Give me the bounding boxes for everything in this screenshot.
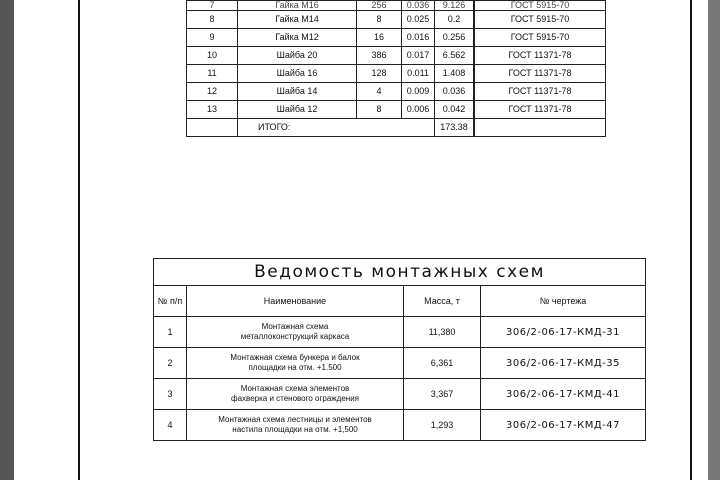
total-value: 173.38 (435, 119, 474, 137)
row-number: 12 (187, 83, 238, 101)
item-qty: 128 (357, 65, 402, 83)
table-row (187, 11, 606, 29)
item-total-mass: 9.126 (435, 1, 474, 11)
drawing-number: 306/2-06-17-КМД-41 (481, 379, 646, 410)
row-number: 10 (187, 47, 238, 65)
drawing-name (187, 348, 404, 379)
item-unit-mass: 0.016 (402, 29, 435, 47)
item-standard: ГОСТ 11371-78 (475, 47, 606, 65)
name-line: Монтажная схема элементов (240, 384, 350, 393)
col-header-name: Наименование (187, 286, 404, 317)
drawing-number: 306/2-06-17-КМД-31 (481, 317, 646, 348)
row-number: 8 (187, 11, 238, 29)
row-number: 7 (187, 1, 238, 11)
specification-table (186, 0, 606, 137)
name-line: фахверка и стенового ограждения (231, 394, 359, 403)
row-number: 13 (187, 101, 238, 119)
item-total-mass: 1.408 (435, 65, 474, 83)
item-qty: 16 (357, 29, 402, 47)
total-row (187, 119, 606, 137)
item-unit-mass: 0.017 (402, 47, 435, 65)
name-line: Монтажная схема (261, 322, 329, 331)
col-header-drawing: № чертежа (481, 286, 646, 317)
total-label: ИТОГО: (238, 119, 435, 137)
item-unit-mass: 0.009 (402, 83, 435, 101)
item-total-mass: 0.042 (435, 101, 474, 119)
item-unit-mass: 0.025 (402, 11, 435, 29)
drawing-name (187, 410, 404, 441)
table-row (187, 1, 606, 11)
item-standard: ГОСТ 5915-70 (475, 29, 606, 47)
item-name: Гайка М14 (238, 11, 357, 29)
drawing-number: 306/2-06-17-КМД-47 (481, 410, 646, 441)
item-standard: ГОСТ 11371-78 (475, 83, 606, 101)
table-row (154, 410, 646, 441)
statement-title: Ведомость монтажных схем (154, 259, 646, 286)
drawing-name (187, 379, 404, 410)
name-line: Монтажная схема лестницы и элементов (218, 415, 372, 424)
item-standard: ГОСТ 5915-70 (475, 11, 606, 29)
col-header-no: № п/п (154, 286, 187, 317)
row-number: 2 (154, 348, 187, 379)
item-total-mass: 6.562 (435, 47, 474, 65)
item-name: Гайка М16 (238, 1, 357, 11)
item-name: Шайба 16 (238, 65, 357, 83)
right-edge-shadow (708, 0, 720, 480)
drawing-number: 306/2-06-17-КМД-35 (481, 348, 646, 379)
table-row (187, 83, 606, 101)
item-qty: 8 (357, 101, 402, 119)
drawing-name (187, 317, 404, 348)
mass-value: 11,380 (404, 317, 481, 348)
item-qty: 256 (357, 1, 402, 11)
table-row (187, 47, 606, 65)
item-unit-mass: 0.011 (402, 65, 435, 83)
name-line: настила площадки на отм. +1,500 (232, 425, 358, 434)
item-unit-mass: 0.006 (402, 101, 435, 119)
left-edge-shadow (0, 0, 14, 480)
table-row (154, 379, 646, 410)
name-line: площадки на отм. +1.500 (248, 363, 342, 372)
table-row (154, 317, 646, 348)
item-total-mass: 0.036 (435, 83, 474, 101)
mass-value: 1,293 (404, 410, 481, 441)
row-number: 4 (154, 410, 187, 441)
item-name: Гайка М12 (238, 29, 357, 47)
mass-value: 3,367 (404, 379, 481, 410)
item-qty: 4 (357, 83, 402, 101)
item-standard: ГОСТ 11371-78 (475, 101, 606, 119)
item-name: Шайба 12 (238, 101, 357, 119)
item-qty: 386 (357, 47, 402, 65)
table-row (187, 101, 606, 119)
assembly-drawings-statement (153, 258, 646, 441)
item-total-mass: 0.256 (435, 29, 474, 47)
row-number: 11 (187, 65, 238, 83)
sheet-frame-left (78, 0, 80, 480)
row-number: 9 (187, 29, 238, 47)
item-name: Шайба 20 (238, 47, 357, 65)
table-row (154, 348, 646, 379)
item-total-mass: 0.2 (435, 11, 474, 29)
row-number: 1 (154, 317, 187, 348)
name-line: Монтажная схема бункера и балок (230, 353, 360, 362)
sheet-frame-right (690, 0, 692, 480)
item-name: Шайба 14 (238, 83, 357, 101)
table-row (187, 65, 606, 83)
col-header-mass: Масса, т (404, 286, 481, 317)
table-row (187, 29, 606, 47)
item-standard: ГОСТ 11371-78 (475, 65, 606, 83)
mass-value: 6,361 (404, 348, 481, 379)
name-line: металлоконструкций каркаса (240, 332, 350, 341)
row-number: 3 (154, 379, 187, 410)
item-unit-mass: 0.036 (402, 1, 435, 11)
item-standard: ГОСТ 5915-70 (475, 1, 606, 11)
item-qty: 8 (357, 11, 402, 29)
